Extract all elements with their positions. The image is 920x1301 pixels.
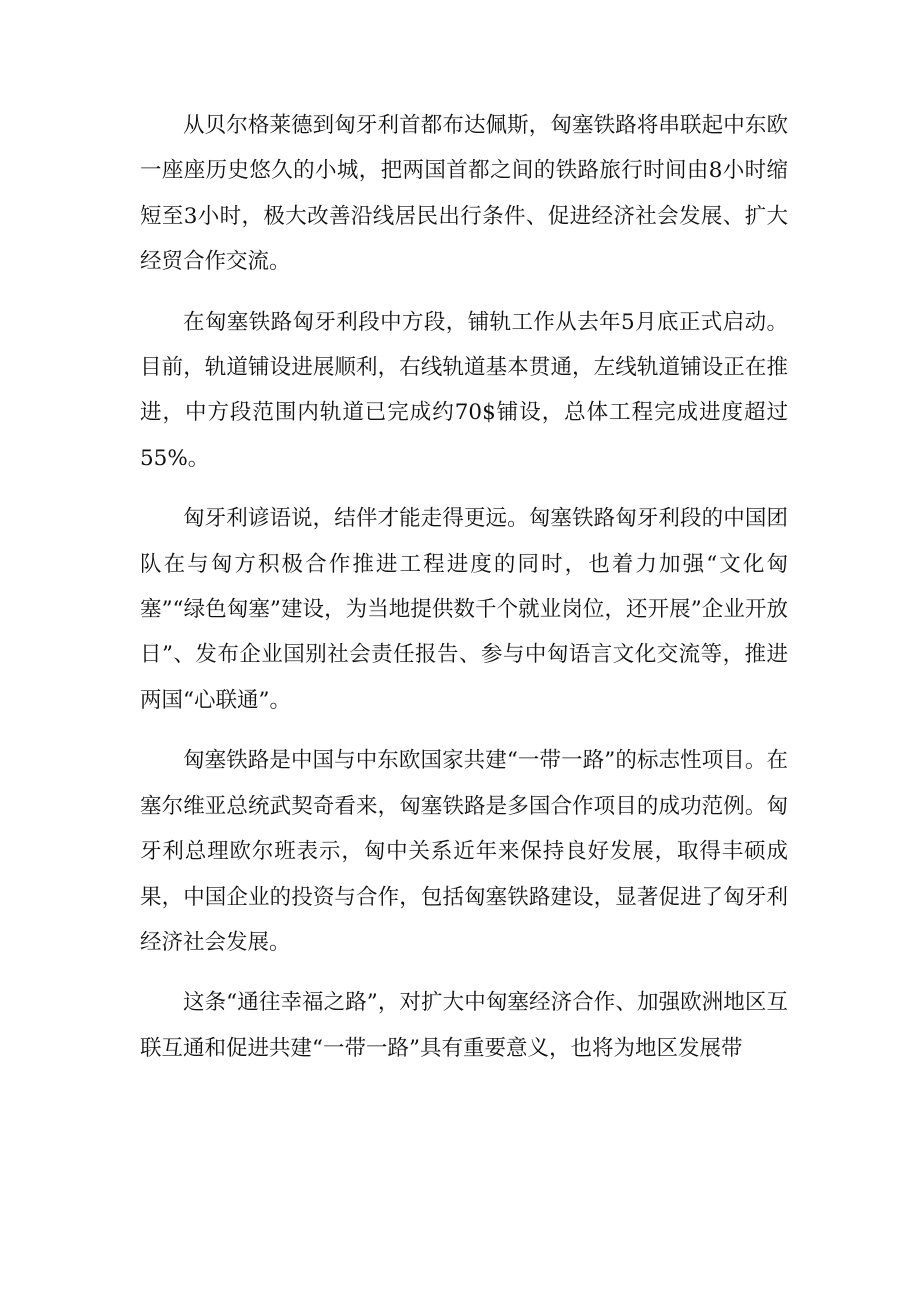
paragraph-3: 匈牙利谚语说，结伴才能走得更远。匈塞铁路匈牙利段的中国团队在与匈方积极合作推进工程进度的同时，也着力加强“文化匈塞”“绿色匈塞”建设，为当地提供数千个就业岗位，还开展”企业开放日”、发布企业国别社会责任报告、参与中匈语言文化交流等，推进两国“心联通”。 [140, 506, 788, 713]
paragraph-2: 在匈塞铁路匈牙利段中方段，铺轨工作从去年5月底正式启动。目前，轨道铺设进展顺利，右线轨道基本贯通，左线轨道铺设正在推进，中方段范围内轨道已完成约70$铺设，总体工程完成进度超过55%。 [140, 309, 788, 471]
paragraph-4: 匈塞铁路是中国与中东欧国家共建“一带一路”的标志性项目。在塞尔维亚总统武契奇看来，匈塞铁路是多国合作项目的成功范例。匈牙利总理欧尔班表示，匈中关系近年来保持良好发展，取得丰硕成果，中国企业的投资与合作，包括匈塞铁路建设，显著促进了匈牙利经济社会发展。 [140, 748, 788, 955]
paragraph-1: 从贝尔格莱德到匈牙利首都布达佩斯，匈塞铁路将串联起中东欧一座座历史悠久的小城，把两国首都之间的铁路旅行时间由8小时缩短至3小时，极大改善沿线居民出行条件、促进经济社会发展、扩大经贸合作交流。 [140, 113, 788, 275]
article-body [140, 103, 788, 1071]
paragraph-5: 这条“通往幸福之路”，对扩大中匈塞经济合作、加强欧洲地区互联互通和促进共建“一带一路”具有重要意义，也将为地区发展带 [140, 990, 788, 1061]
